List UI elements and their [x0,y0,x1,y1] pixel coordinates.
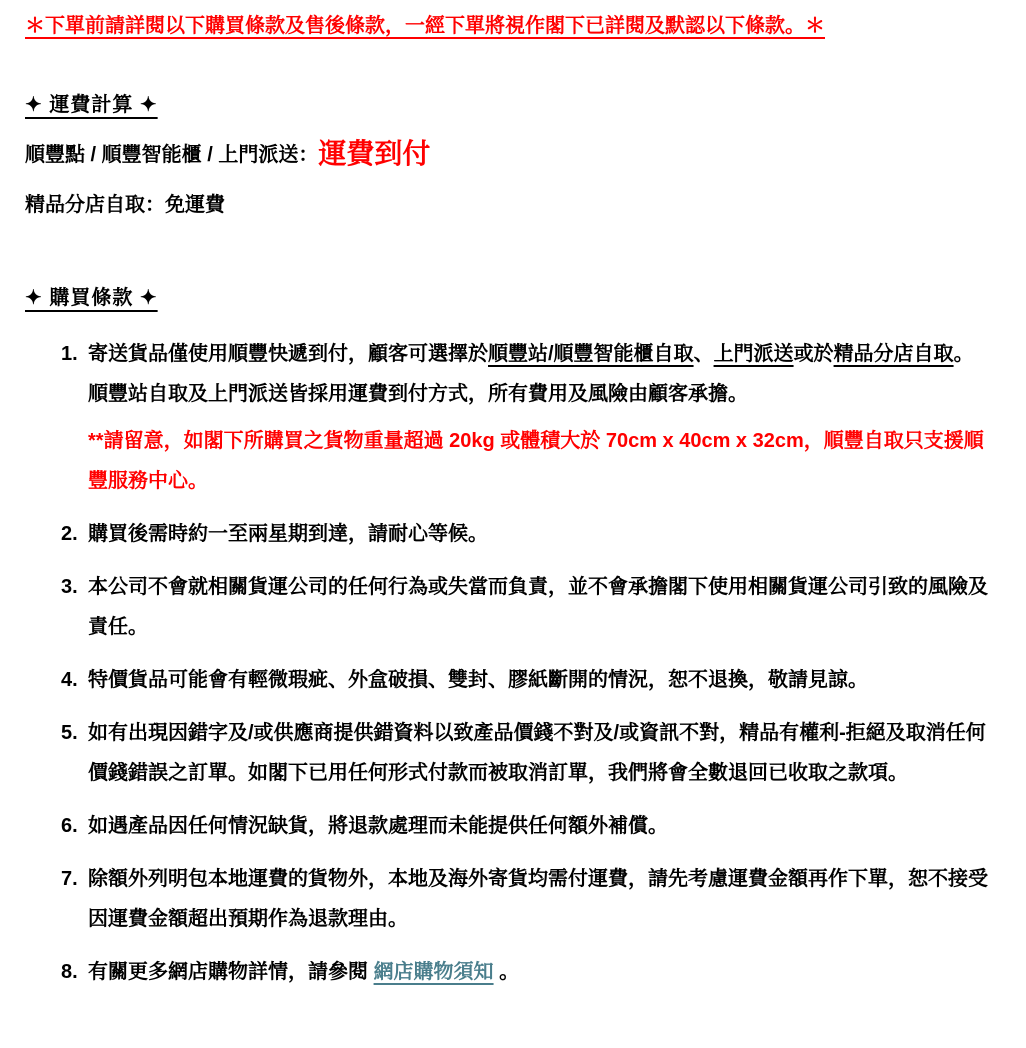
term-text: 本公司不會就相關貨運公司的任何行為或失當而負責，並不會承擔閣下使用相關貨運公司引致的風險及責任。 [88,576,988,638]
term-number: 4. [61,669,78,691]
term-text: 如遇產品因任何情況缺貨，將退款處理而未能提供任何額外補償。 [88,815,668,837]
term-text: 特價貨品可能會有輕微瑕疵、外盒破損、雙封、膠紙斷開的情況，恕不退換，敬請見諒。 [88,669,868,691]
shipping-fee-heading: ✦ 運費計算 ✦ [25,94,158,116]
store-pickup-line: 精品分店自取：免運費 [25,194,225,216]
shipping-method-line [25,138,1001,172]
term-item-2 [25,514,1001,554]
term-1-body: 寄送貨品僅使用順豐快遞到付，顧客可選擇於順豐站/順豐智能櫃自取、上門派送或於精品分店自取。順豐站自取及上門派送皆採用運費到付方式，所有費用及風險由顧客承擔。 [88,343,974,405]
term-number: 3. [61,576,78,598]
term-item-8 [25,952,1001,992]
terms-list [25,334,1001,992]
pickup-option-store: 精品分店自取 [833,343,954,365]
term-number: 2. [61,523,78,545]
purchase-terms-heading: ✦ 購買條款 ✦ [25,287,158,309]
term-number: 5. [61,722,78,744]
term-item-5 [25,713,1001,793]
pickup-option-sfstation: 順豐站/順豐智能櫃自取 [488,343,694,365]
term-item-1 [25,334,1001,501]
term-text: 如有出現因錯字及/或供應商提供錯資料以致產品價錢不對及/或資訊不對，精品有權利-拒絕及取消任何價錢錯誤之訂單。如閣下已用任何形式付款而被取消訂單，我們將會全數退回已收取之款項。 [88,722,986,784]
pickup-option-delivery: 上門派送 [713,343,794,365]
term-text: 購買後需時約一至兩星期到達，請耐心等候。 [88,523,488,545]
term-item-6 [25,806,1001,846]
shipping-method-label: 順豐點 / 順豐智能櫃 / 上門派送： [25,144,319,166]
term-item-4 [25,660,1001,700]
term-text: 有關更多網店購物詳情，請參閱 網店購物須知 。 [88,961,520,983]
term-text [88,334,988,501]
order-notice: ＊下單前請詳閱以下購買條款及售後條款，一經下單將視作閣下已詳閱及默認以下條款。＊ [25,15,825,37]
term-item-3 [25,567,1001,647]
shop-guide-link[interactable]: 網店購物須知 [373,961,494,983]
term-number: 6. [61,815,78,837]
term-item-7 [25,859,1001,939]
term-number: 8. [61,961,78,983]
shipping-fee-value: 運費到付 [318,138,431,169]
term-number: 1. [61,343,78,365]
weight-limit-note: **請留意，如閣下所購買之貨物重量超過 20kg 或體積大於 70cm x 40cm x 32cm，順豐自取只支援順豐服務中心。 [88,430,984,492]
term-text: 除額外列明包本地運費的貨物外，本地及海外寄貨均需付運費，請先考慮運費金額再作下單，恕不接受因運費金額超出預期作為退款理由。 [88,868,988,930]
term-number: 7. [61,868,78,890]
